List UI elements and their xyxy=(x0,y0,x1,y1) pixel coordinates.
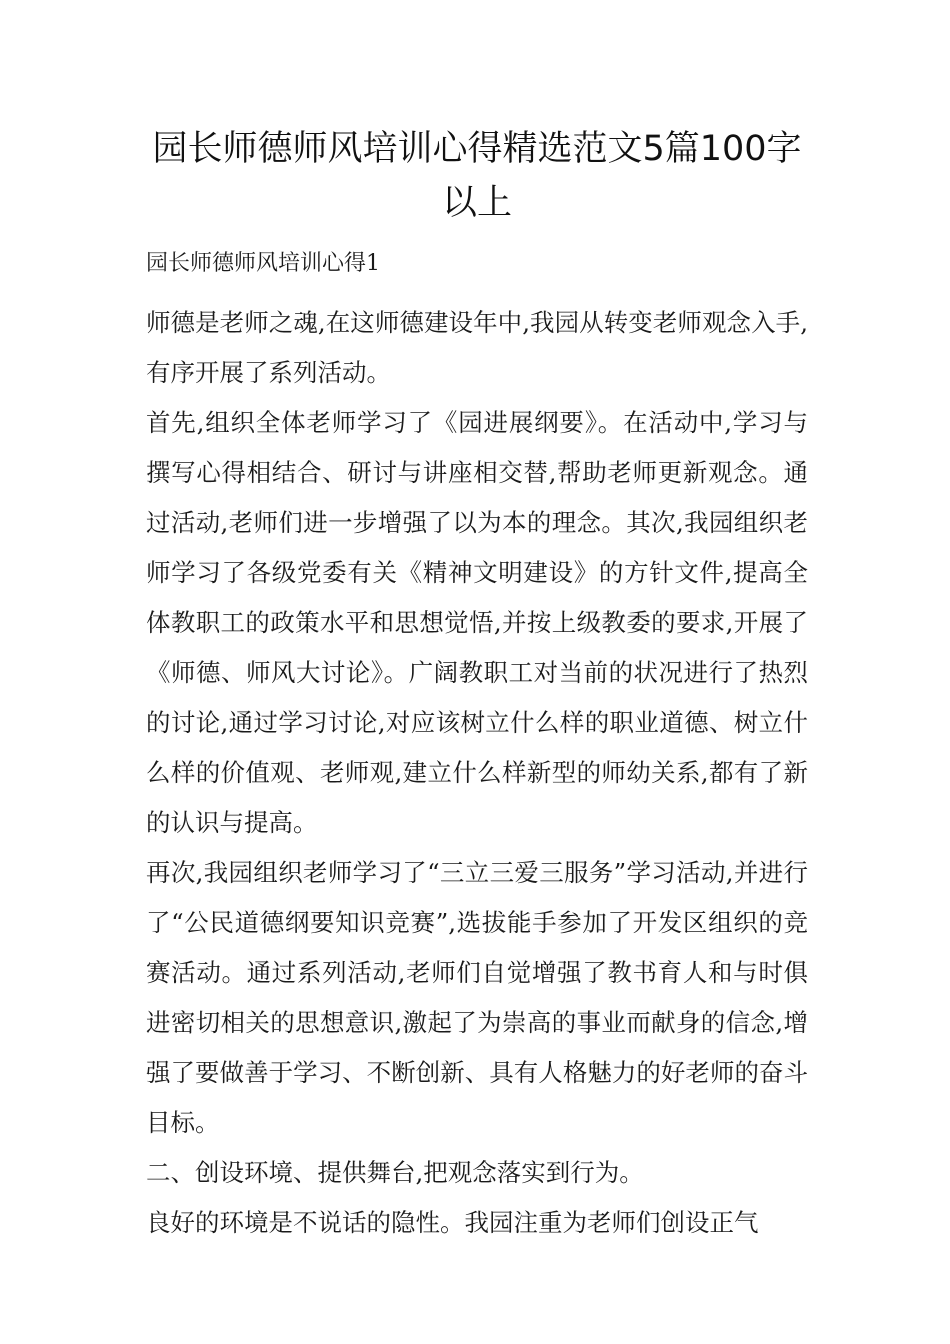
document-page xyxy=(146,122,808,1248)
document-title: 园长师德师风培训心得精选范文5篇100字以上 xyxy=(152,129,802,223)
section-heading: 园长师德师风培训心得1 xyxy=(146,251,380,276)
paragraph-1: 师德是老师之魂,在这师德建设年中,我园从转变老师观念入手,有序开展了系列活动。 xyxy=(146,308,808,387)
paragraph-5: 良好的环境是不说话的隐性。我园注重为老师们创设正气 xyxy=(146,1208,759,1237)
paragraph-3: 再次,我园组织老师学习了“三立三爱三服务”学习活动,并进行了“公民道德纲要知识竞赛”,选拔能手参加了开发区组织的竞赛活动。通过系列活动,老师们自觉增强了教书育人和与时俱进密切相关的思想意识,激起了为崇高的事业而献身的信念,增强了要做善于学习、不断创新、具有人格魅力的好老师的奋斗目标。 xyxy=(146,858,808,1137)
paragraph-4: 二、创设环境、提供舞台,把观念落实到行为。 xyxy=(146,1158,644,1187)
paragraph-2: 首先,组织全体老师学习了《园进展纲要》。在活动中,学习与撰写心得相结合、研讨与讲座相交替,帮助老师更新观念。通过活动,老师们进一步增强了以为本的理念。其次,我园组织老师学习了各级党委有关《精神文明建设》的方针文件,提高全体教职工的政策水平和思想觉悟,并按上级教委的要求,开展了《师德、师风大讨论》。广阔教职工对当前的状况进行了热烈的讨论,通过学习讨论,对应该树立什么样的职业道德、树立什么样的价值观、老师观,建立什么样新型的师幼关系,都有了新的认识与提高。 xyxy=(146,408,808,837)
